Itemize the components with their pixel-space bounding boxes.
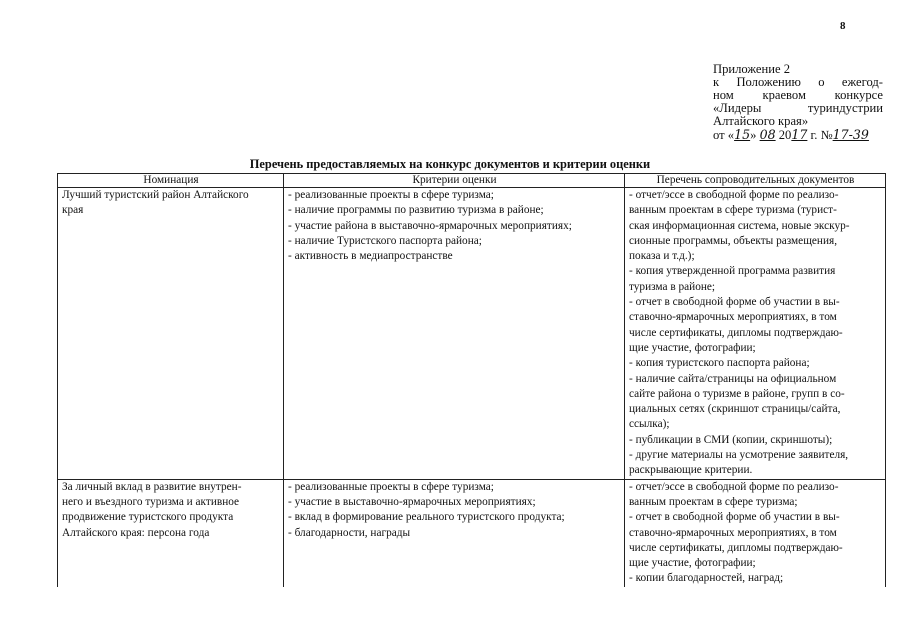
header-criteria: Критерии оценки (284, 174, 625, 188)
header-nomination: Номинация (58, 174, 284, 188)
documents-criteria-table (57, 173, 886, 587)
document-title: Перечень предоставляемых на конкурс документов и критерии оценки (249, 157, 651, 171)
appendix-header (713, 63, 883, 142)
table-row (58, 188, 886, 480)
date-suffix: г. № (807, 128, 833, 142)
appendix-line-4: «Лидеры туриндустрии (713, 101, 883, 115)
table-row (58, 479, 886, 587)
date-year-handwritten: 17 (791, 127, 808, 142)
date-number-handwritten: 17-39 (832, 127, 869, 142)
date-mid-2: 20 (775, 128, 792, 142)
cell-documents: - отчет/эссе в свободной форме по реализо- ванным проектам в сфере туризма; - отчет в свободной форме об участии в вы- ставочно-ярмарочных мероприятиях, в том числе сертификаты, дипломы подтверждаю- щие участие, фотографии; - копии благодарностей, наград; (625, 479, 886, 587)
appendix-title: Приложение 2 (713, 62, 791, 76)
page-number: 8 (840, 20, 846, 32)
cell-criteria: - реализованные проекты в сфере туризма; - участие в выставочно-ярмарочных мероприятиях; - вклад в формирование реального туристского продукта; - благодарности, награды (284, 479, 625, 587)
appendix-line-5: Алтайского края» (713, 114, 809, 128)
appendix-date-line (713, 128, 883, 142)
cell-criteria: - реализованные проекты в сфере туризма; - наличие программы по развитию туризма в районе; - участие района в выставочно-ярмарочных мероприятиях; - наличие Туристского паспорта района; - активность в медиапространстве (284, 188, 625, 480)
cell-documents: - отчет/эссе в свободной форме по реализо- ванным проектам в сфере туризма (турист- ская информационная система, новые экскур- сионные программы, объекты размещения, показа и т.д.); - копия утвержденной программа развития туризма в районе; - отчет в свободной форме об участии в вы- ставочно-ярмарочных мероприятиях, в том числе сертификаты, дипломы подтверждаю- щие участие, фотографии; - копия туристского паспорта района; - наличие сайта/страницы на официальном сайте района о туризме в районе, групп в со- циальных сетях (скриншот страницы/сайта, ссылка); - публикации в СМИ (копии, скриншоты); - другие материалы на усмотрение заявителя, раскрывающие критерии. (625, 188, 886, 480)
date-prefix: от « (713, 128, 735, 142)
appendix-line-3: ном краевом конкурсе (713, 88, 883, 102)
date-day-handwritten: 15 (734, 127, 751, 142)
table-header-row (58, 174, 886, 188)
appendix-line-2: к Положению о ежегод- (713, 75, 883, 89)
cell-nomination: Лучший туристский район Алтайского края (58, 188, 284, 480)
date-mid-1: » (750, 128, 760, 142)
header-documents: Перечень сопроводительных документов (625, 174, 886, 188)
date-month-handwritten: 08 (759, 127, 776, 142)
cell-nomination: За личный вклад в развитие внутрен- него и въездного туризма и активное продвижение туристского продукта Алтайского края: персона года (58, 479, 284, 587)
